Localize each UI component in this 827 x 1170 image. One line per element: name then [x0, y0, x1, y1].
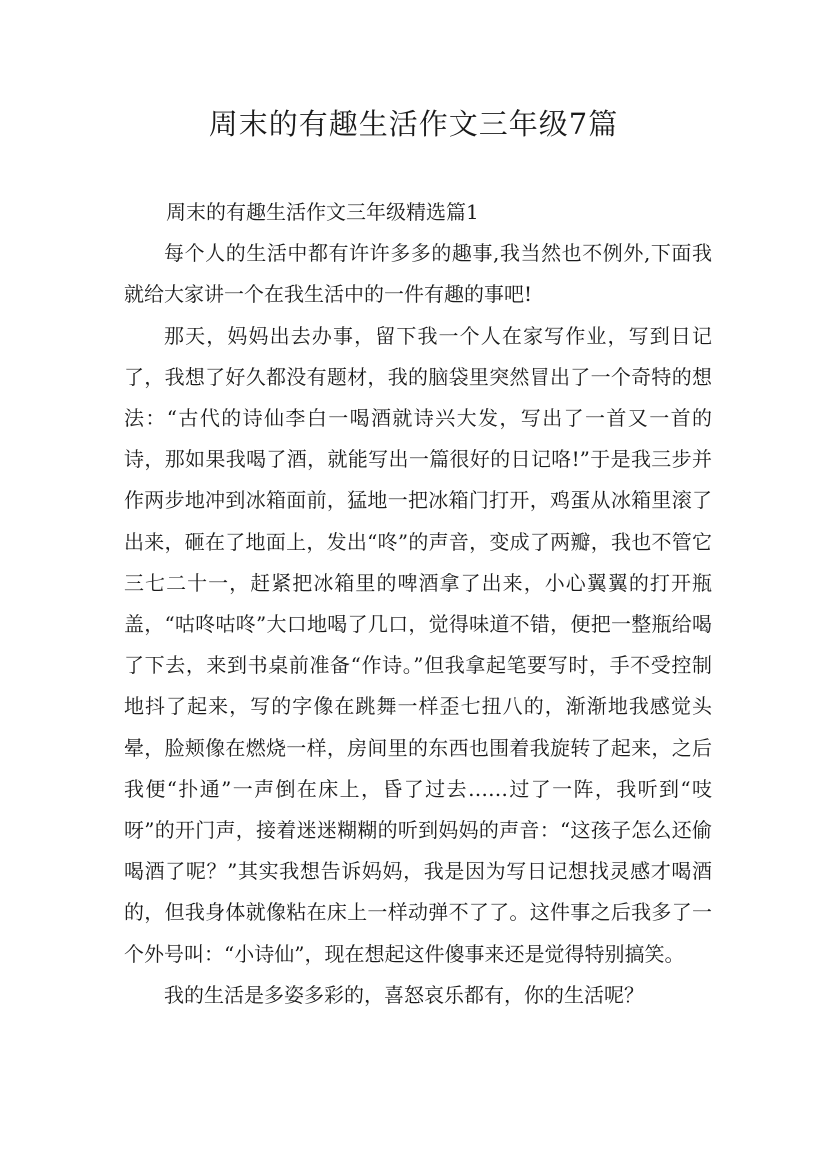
paragraph-closing: 我的生活是多姿多彩的，喜怒哀乐都有，你的生活呢？ [164, 982, 644, 1007]
paragraph-story: 那天，妈妈出去办事，留下我一个人在家写作业，写到日记了，我想了好久都没有题材，我的脑袋里突然冒出了一个奇特的想法：“古代的诗仙李白一喝酒就诗兴大发，写出了一首又一首的诗，那如果我喝了酒，就能写出一篇很好的日记咯!”于是我三步并作两步地冲到冰箱面前，猛地一把冰箱门打开，鸡蛋从冰箱里滚了出来，砸在了地面上，发出“咚”的声音，变成了两瓣，我也不管它三七二十一，赶紧把冰箱里的啤酒拿了出来，小心翼翼的打开瓶盖，“咕咚咕咚”大口地喝了几口，觉得味道不错，便把一整瓶给喝了下去，来到书桌前准备“作诗。”但我拿起笔要写时，手不受控制地抖了起来，写的字像在跳舞一样歪七扭八的，渐渐地我感觉头晕，脸颊像在燃烧一样，房间里的东西也围着我旋转了起来，之后我便“扑通”一声倒在床上，昏了过去……过了一阵，我听到“吱呀”的开门声，接着迷迷糊糊的听到妈妈的声音：“这孩子怎么还偷喝酒了呢？”其实我想告诉妈妈，我是因为写日记想找灵感才喝酒的，但我身体就像粘在床上一样动弹不了了。这件事之后我多了一个外号叫：“小诗仙”，现在想起这件傻事来还是觉得特别搞笑。 [124, 323, 712, 966]
document-body [124, 192, 712, 1016]
paragraph-intro: 每个人的生活中都有许许多多的趣事,我当然也不例外,下面我就给大家讲一个在我生活中的一件有趣的事吧! [124, 241, 712, 307]
section-heading: 周末的有趣生活作文三年级精选篇1 [166, 200, 479, 224]
document-title: 周末的有趣生活作文三年级7篇 [208, 107, 619, 141]
